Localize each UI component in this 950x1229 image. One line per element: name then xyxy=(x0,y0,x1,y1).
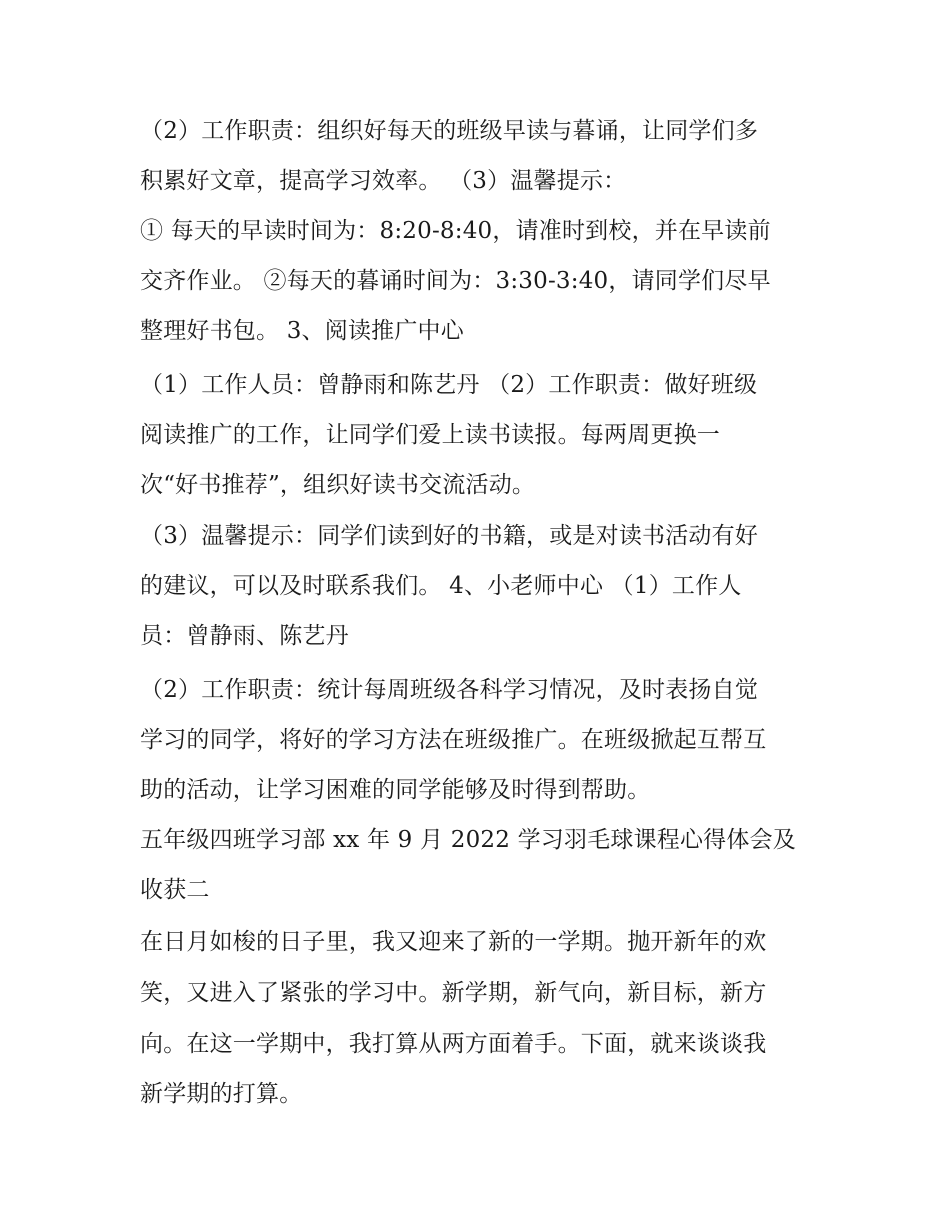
text-line: （2）工作职责：组织好每天的班级早读与暮诵，让同学们多 xyxy=(140,118,759,144)
text-line: （1）工作人员：曾静雨和陈艺丹 （2）工作职责：做好班级 xyxy=(140,372,758,398)
text-line: ① 每天的早读时间为：8:20-8:40，请准时到校，并在早读前 xyxy=(140,218,771,244)
text-line: 整理好书包。 3、阅读推广中心 xyxy=(140,318,464,344)
text-line: 收获二 xyxy=(140,877,210,903)
text-line: （2）工作职责：统计每周班级各科学习情况，及时表扬自觉 xyxy=(140,677,759,703)
text-line: 积累好文章，提高学习效率。 （3）温馨提示： xyxy=(140,168,627,194)
text-line: （3）温馨提示：同学们读到好的书籍，或是对读书活动有好 xyxy=(140,523,759,549)
text-line: 交齐作业。 ②每天的暮诵时间为：3:30-3:40，请同学们尽早 xyxy=(140,268,771,294)
text-line: 的建议，可以及时联系我们。 4、小老师中心 （1）工作人 xyxy=(140,573,742,599)
text-line: 助的活动，让学习困难的同学能够及时得到帮助。 xyxy=(140,777,651,803)
text-line: 阅读推广的工作，让同学们爱上读书读报。每两周更换一 xyxy=(140,422,720,448)
text-line: 向。在这一学期中，我打算从两方面着手。下面，就来谈谈我 xyxy=(140,1031,767,1057)
text-line: 在日月如梭的日子里，我又迎来了新的一学期。抛开新年的欢 xyxy=(140,929,767,955)
text-line: 新学期的打算。 xyxy=(140,1081,303,1107)
text-line: 五年级四班学习部 xx 年 9 月 2022 学习羽毛球课程心得体会及 xyxy=(140,827,796,853)
text-line: 员：曾静雨、陈艺丹 xyxy=(140,623,349,649)
text-line: 次“好书推荐”，组织好读书交流活动。 xyxy=(140,472,536,498)
text-line: 笑，又进入了紧张的学习中。新学期，新气向，新目标，新方 xyxy=(140,980,767,1006)
text-line: 学习的同学，将好的学习方法在班级推广。在班级掀起互帮互 xyxy=(140,727,767,753)
